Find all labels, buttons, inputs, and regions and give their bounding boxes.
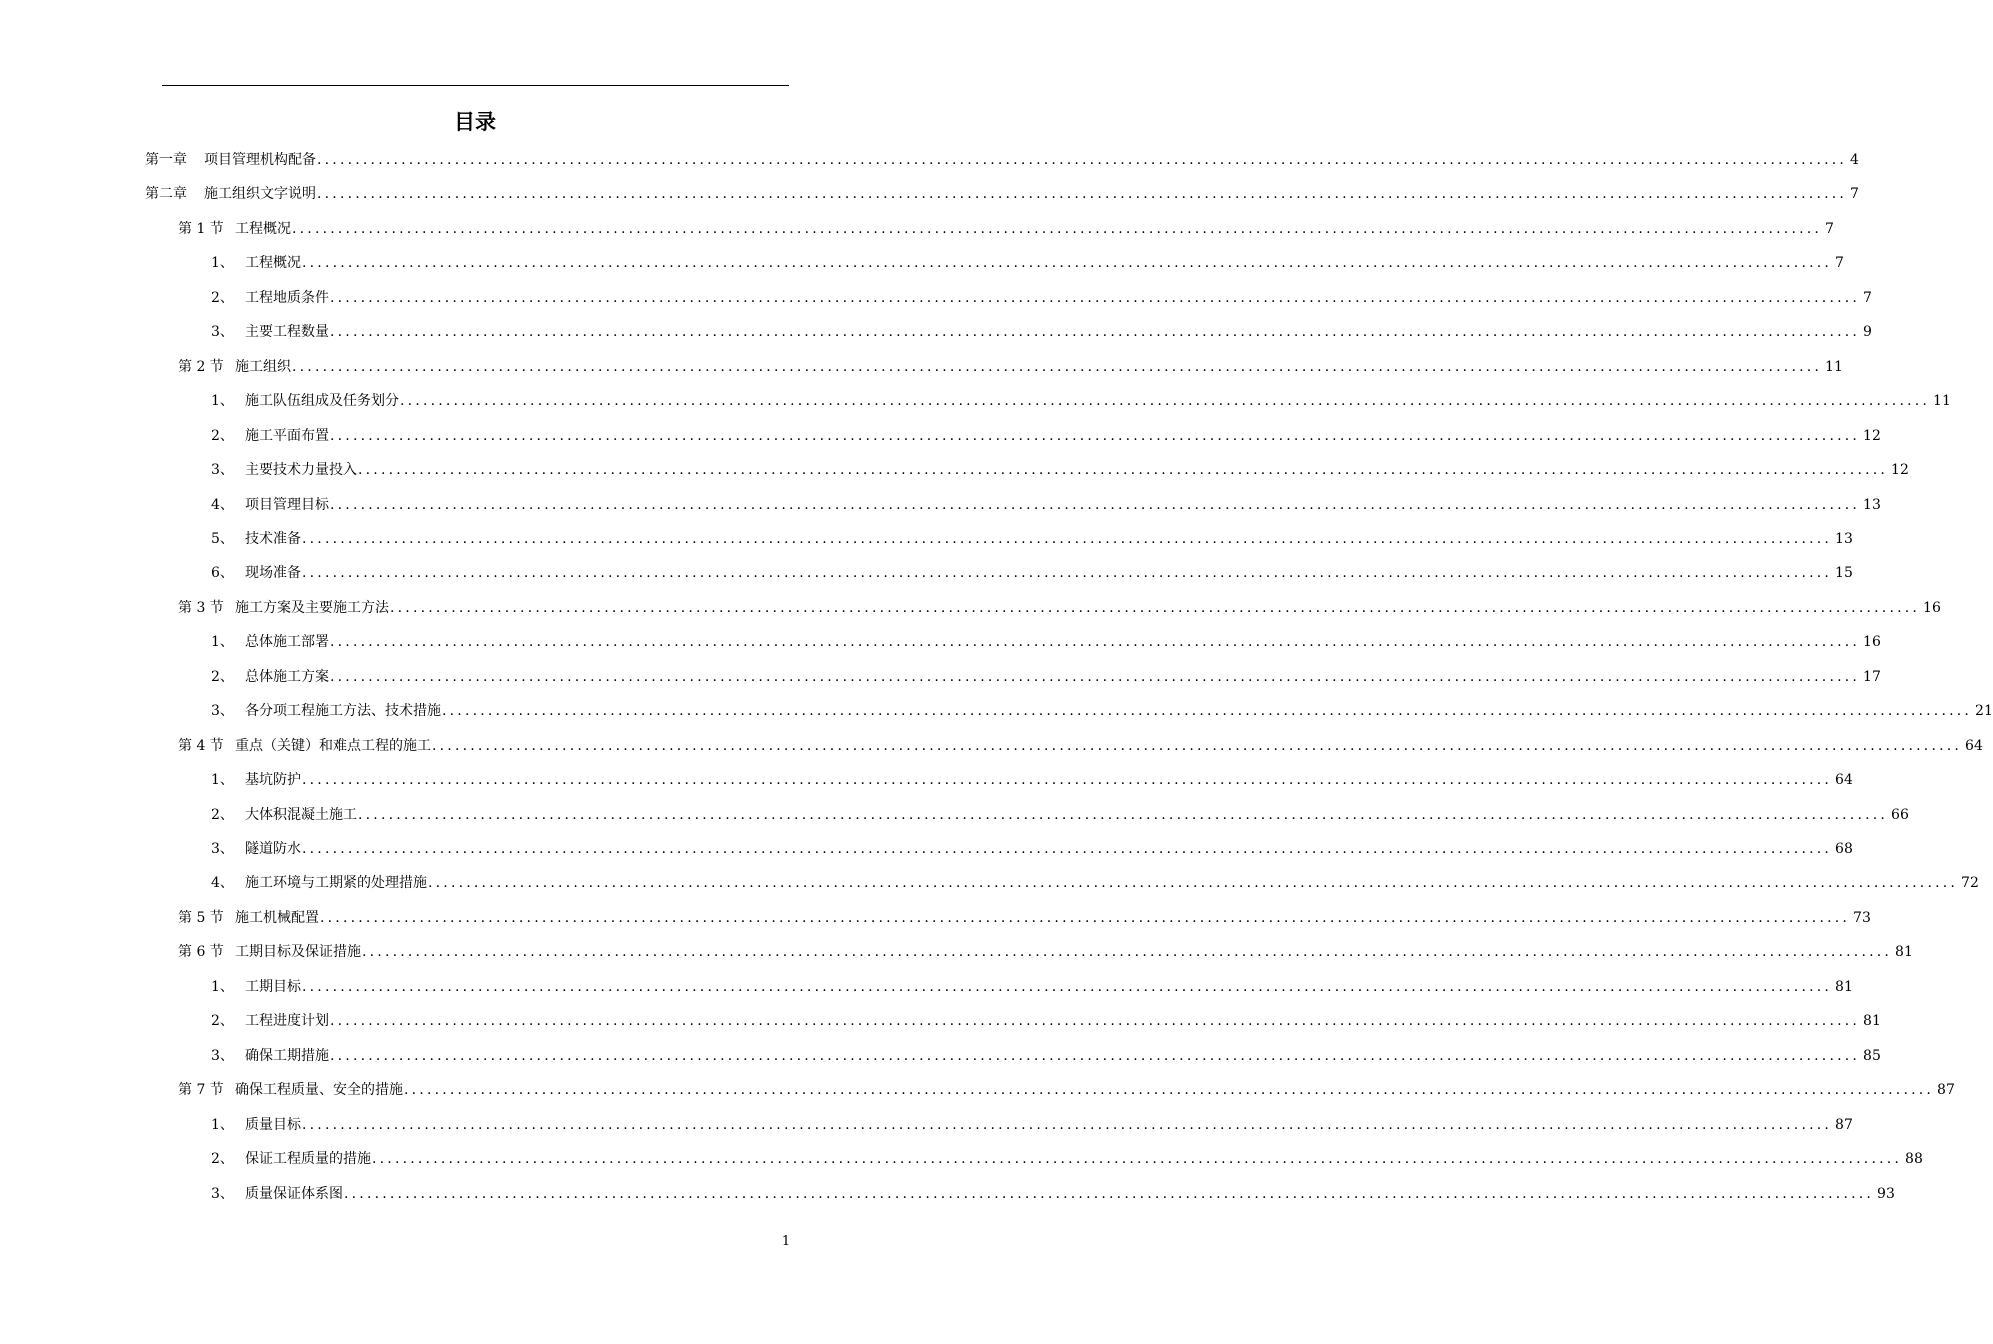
toc-dot-leader: ........................................................................................................................................................................................................ — [330, 427, 1861, 444]
toc-dot-leader: ........................................................................................................................................................................................................ — [302, 530, 1833, 547]
toc-entry-page: 64 — [1965, 737, 1983, 754]
toc-entry-page: 15 — [1835, 565, 1853, 582]
toc-entry-page: 81 — [1863, 1013, 1881, 1030]
toc-entry-page: 85 — [1863, 1047, 1881, 1064]
page-number: 1 — [781, 1234, 791, 1249]
toc-entry-title: 施工机械配置 — [235, 909, 319, 926]
toc-dot-leader: ........................................................................................................................................................................................................ — [330, 324, 1861, 341]
toc-entry-number: 1、 — [211, 978, 234, 995]
toc-dot-leader: ........................................................................................................................................................................................................ — [302, 1116, 1833, 1133]
toc-dot-leader: ........................................................................................................................................................................................................ — [330, 1047, 1861, 1064]
toc-entry-page: 64 — [1835, 772, 1853, 789]
toc-entry-number: 1、 — [211, 634, 234, 651]
toc-entry-page: 13 — [1835, 530, 1853, 547]
toc-entry-page: 93 — [1877, 1185, 1895, 1202]
toc-entry-number: 3、 — [211, 324, 234, 341]
toc-entry-number: 第 2 节 — [178, 358, 224, 375]
toc-entry-title: 工程进度计划 — [245, 1013, 329, 1030]
toc-entry[interactable] — [211, 701, 1993, 721]
toc-entry-page: 4 — [1850, 152, 1859, 168]
toc-entry-title: 施工组织文字说明 — [204, 186, 316, 203]
toc-entry-number: 6、 — [211, 565, 234, 582]
toc-entry[interactable] — [211, 839, 1853, 859]
toc-entry-title: 重点（关键）和难点工程的施工 — [235, 737, 431, 754]
toc-entry-title: 技术准备 — [245, 530, 301, 547]
toc-entry-page: 12 — [1891, 462, 1909, 479]
toc-dot-leader: ........................................................................................................................................................................................................ — [302, 255, 1833, 272]
toc-entry-title: 施工队伍组成及任务划分 — [245, 393, 399, 410]
toc-entry-title: 工期目标及保证措施 — [235, 944, 361, 961]
toc-entry-page: 11 — [1825, 358, 1843, 375]
toc-entry-number: 3、 — [211, 1047, 234, 1064]
toc-entry-page: 9 — [1863, 324, 1872, 341]
toc-entry-number: 1、 — [211, 772, 234, 789]
toc-entry[interactable] — [178, 736, 1983, 756]
toc-entry-title: 工程概况 — [245, 255, 301, 272]
toc-entry-page: 7 — [1850, 186, 1859, 203]
toc-entry-title: 施工组织 — [235, 358, 291, 375]
toc-entry-number: 第 5 节 — [178, 909, 224, 926]
toc-entry-page: 87 — [1835, 1116, 1853, 1133]
toc-dot-leader: ........................................................................................................................................................................................................ — [317, 152, 1848, 168]
toc-entry[interactable] — [211, 563, 1853, 583]
toc-entry-page: 88 — [1905, 1151, 1923, 1168]
toc-entry-title: 大体积混凝土施工 — [245, 806, 357, 823]
toc-entry-number: 第一章 — [145, 152, 187, 168]
toc-entry[interactable] — [211, 805, 1909, 825]
toc-entry[interactable] — [178, 942, 1913, 962]
toc-entry-page: 7 — [1835, 255, 1844, 272]
toc-entry-title: 施工环境与工期紧的处理措施 — [245, 875, 427, 892]
toc-dot-leader: ........................................................................................................................................................................................................ — [390, 599, 1921, 616]
toc-entry-title: 现场准备 — [245, 565, 301, 582]
toc-entry-title: 确保工期措施 — [245, 1047, 329, 1064]
toc-dot-leader: ........................................................................................................................................................................................................ — [344, 1185, 1875, 1202]
toc-entry[interactable] — [211, 253, 1844, 273]
toc-entry[interactable] — [211, 322, 1872, 342]
toc-entry-title: 保证工程质量的措施 — [245, 1151, 371, 1168]
toc-entry[interactable] — [211, 495, 1881, 515]
toc-entry-title: 基坑防护 — [245, 772, 301, 789]
toc-entry-number: 第二章 — [145, 186, 187, 203]
toc-dot-leader: ........................................................................................................................................................................................................ — [358, 462, 1889, 479]
toc-entry-number: 第 7 节 — [178, 1082, 224, 1099]
toc-entry-number: 2、 — [211, 668, 234, 685]
toc-dot-leader: ........................................................................................................................................................................................................ — [302, 978, 1833, 995]
toc-dot-leader: ........................................................................................................................................................................................................ — [302, 841, 1833, 857]
toc-entry-page: 7 — [1863, 289, 1872, 306]
toc-entry-page: 87 — [1937, 1082, 1955, 1099]
toc-entry[interactable] — [178, 1080, 1955, 1100]
toc-entry-number: 第 6 节 — [178, 944, 224, 961]
toc-dot-leader: ........................................................................................................................................................................................................ — [302, 772, 1833, 789]
toc-entry[interactable] — [211, 667, 1881, 687]
toc-entry-title: 工程地质条件 — [245, 289, 329, 306]
toc-dot-leader: ........................................................................................................................................................................................................ — [330, 1013, 1861, 1030]
toc-entry-title: 确保工程质量、安全的措施 — [235, 1082, 403, 1099]
toc-entry-number: 3、 — [211, 1185, 234, 1202]
toc-entry-number: 1、 — [211, 393, 234, 410]
toc-entry[interactable] — [178, 598, 1941, 618]
toc-dot-leader: ........................................................................................................................................................................................................ — [358, 806, 1889, 823]
toc-entry-number: 2、 — [211, 1151, 234, 1168]
toc-entry-title: 工期目标 — [245, 978, 301, 995]
toc-entry[interactable] — [211, 288, 1872, 308]
toc-entry-page: 72 — [1961, 875, 1979, 892]
toc-entry-page: 16 — [1863, 634, 1881, 651]
toc-entry[interactable] — [211, 1184, 1895, 1204]
toc-entry-page: 81 — [1895, 944, 1913, 961]
toc-dot-leader: ........................................................................................................................................................................................................ — [428, 875, 1959, 892]
toc-dot-leader: ........................................................................................................................................................................................................ — [432, 737, 1963, 754]
toc-entry-number: 第 3 节 — [178, 599, 224, 616]
toc-entry-title: 主要技术力量投入 — [245, 462, 357, 479]
toc-entry-page: 12 — [1863, 427, 1881, 444]
toc-dot-leader: ........................................................................................................................................................................................................ — [292, 358, 1823, 375]
toc-entry-page: 81 — [1835, 978, 1853, 995]
toc-entry-number: 3、 — [211, 841, 234, 857]
toc-entry-title: 总体施工部署 — [245, 634, 329, 651]
toc-entry[interactable] — [211, 1011, 1881, 1031]
toc-entry-number: 3、 — [211, 462, 234, 479]
toc-entry-number: 1、 — [211, 255, 234, 272]
toc-dot-leader: ........................................................................................................................................................................................................ — [330, 289, 1861, 306]
toc-entry-number: 第 1 节 — [178, 220, 224, 237]
toc-entry-page: 17 — [1863, 668, 1881, 685]
toc-dot-leader: ........................................................................................................................................................................................................ — [317, 186, 1848, 203]
toc-entry-title: 各分项工程施工方法、技术措施 — [245, 703, 441, 720]
toc-dot-leader: ........................................................................................................................................................................................................ — [404, 1082, 1935, 1099]
toc-entry-number: 第 4 节 — [178, 737, 224, 754]
toc-dot-leader: ........................................................................................................................................................................................................ — [372, 1151, 1903, 1168]
toc-entry-page: 16 — [1923, 599, 1941, 616]
toc-entry-title: 质量保证体系图 — [245, 1185, 343, 1202]
toc-dot-leader: ........................................................................................................................................................................................................ — [330, 634, 1861, 651]
toc-entry-number: 2、 — [211, 289, 234, 306]
toc-entry-title: 主要工程数量 — [245, 324, 329, 341]
toc-entry[interactable] — [211, 632, 1881, 652]
toc-entry-number: 1、 — [211, 1116, 234, 1133]
toc-entry-title: 项目管理目标 — [245, 496, 329, 513]
toc-entry-number: 2、 — [211, 427, 234, 444]
toc-entry[interactable] — [145, 150, 1859, 170]
toc-entry[interactable] — [211, 1115, 1853, 1135]
toc-dot-leader: ........................................................................................................................................................................................................ — [330, 496, 1861, 513]
toc-entry-page: 21 — [1975, 703, 1993, 720]
toc-dot-leader: ........................................................................................................................................................................................................ — [320, 909, 1851, 926]
toc-entry[interactable] — [145, 184, 1859, 204]
toc-entry-page: 11 — [1933, 393, 1951, 410]
toc-entry-page: 13 — [1863, 496, 1881, 513]
toc-entry-page: 7 — [1825, 220, 1834, 237]
toc-entry-page: 73 — [1853, 909, 1871, 926]
toc-entry-number: 2、 — [211, 806, 234, 823]
toc-dot-leader: ........................................................................................................................................................................................................ — [400, 393, 1931, 410]
toc-entry-title: 项目管理机构配备 — [204, 152, 316, 168]
toc-entry-page: 66 — [1891, 806, 1909, 823]
toc-entry-number: 3、 — [211, 703, 234, 720]
toc-entry-number: 4、 — [211, 875, 234, 892]
toc-entry-page: 68 — [1835, 841, 1853, 857]
toc-entry-title: 施工方案及主要施工方法 — [235, 599, 389, 616]
toc-entry[interactable] — [211, 391, 1951, 411]
toc-entry[interactable] — [178, 908, 1871, 928]
toc-entry[interactable] — [178, 357, 1843, 377]
toc-entry[interactable] — [211, 770, 1853, 790]
toc-dot-leader: ........................................................................................................................................................................................................ — [362, 944, 1893, 961]
toc-entry[interactable] — [211, 529, 1853, 549]
toc-entry-number: 5、 — [211, 530, 234, 547]
toc-entry-title: 施工平面布置 — [245, 427, 329, 444]
toc-entry[interactable] — [211, 460, 1909, 480]
toc-dot-leader: ........................................................................................................................................................................................................ — [302, 565, 1833, 582]
toc-entry[interactable] — [211, 873, 1979, 893]
toc-dot-leader: ........................................................................................................................................................................................................ — [292, 220, 1823, 237]
toc-entry[interactable] — [211, 977, 1853, 997]
toc-entry[interactable] — [211, 1046, 1881, 1066]
toc-dot-leader: ........................................................................................................................................................................................................ — [330, 668, 1861, 685]
toc-entry-number: 4、 — [211, 496, 234, 513]
toc-entry[interactable] — [178, 219, 1834, 239]
toc-dot-leader: ........................................................................................................................................................................................................ — [442, 703, 1973, 720]
toc-entry-title: 总体施工方案 — [245, 668, 329, 685]
toc-entry-title: 隧道防水 — [245, 841, 301, 857]
toc-entry-title: 质量目标 — [245, 1116, 301, 1133]
toc-entry-number: 2、 — [211, 1013, 234, 1030]
toc-entry-title: 工程概况 — [235, 220, 291, 237]
toc-entry[interactable] — [211, 1149, 1923, 1169]
toc-entry[interactable] — [211, 426, 1881, 446]
page-title: 目录 — [454, 110, 496, 134]
